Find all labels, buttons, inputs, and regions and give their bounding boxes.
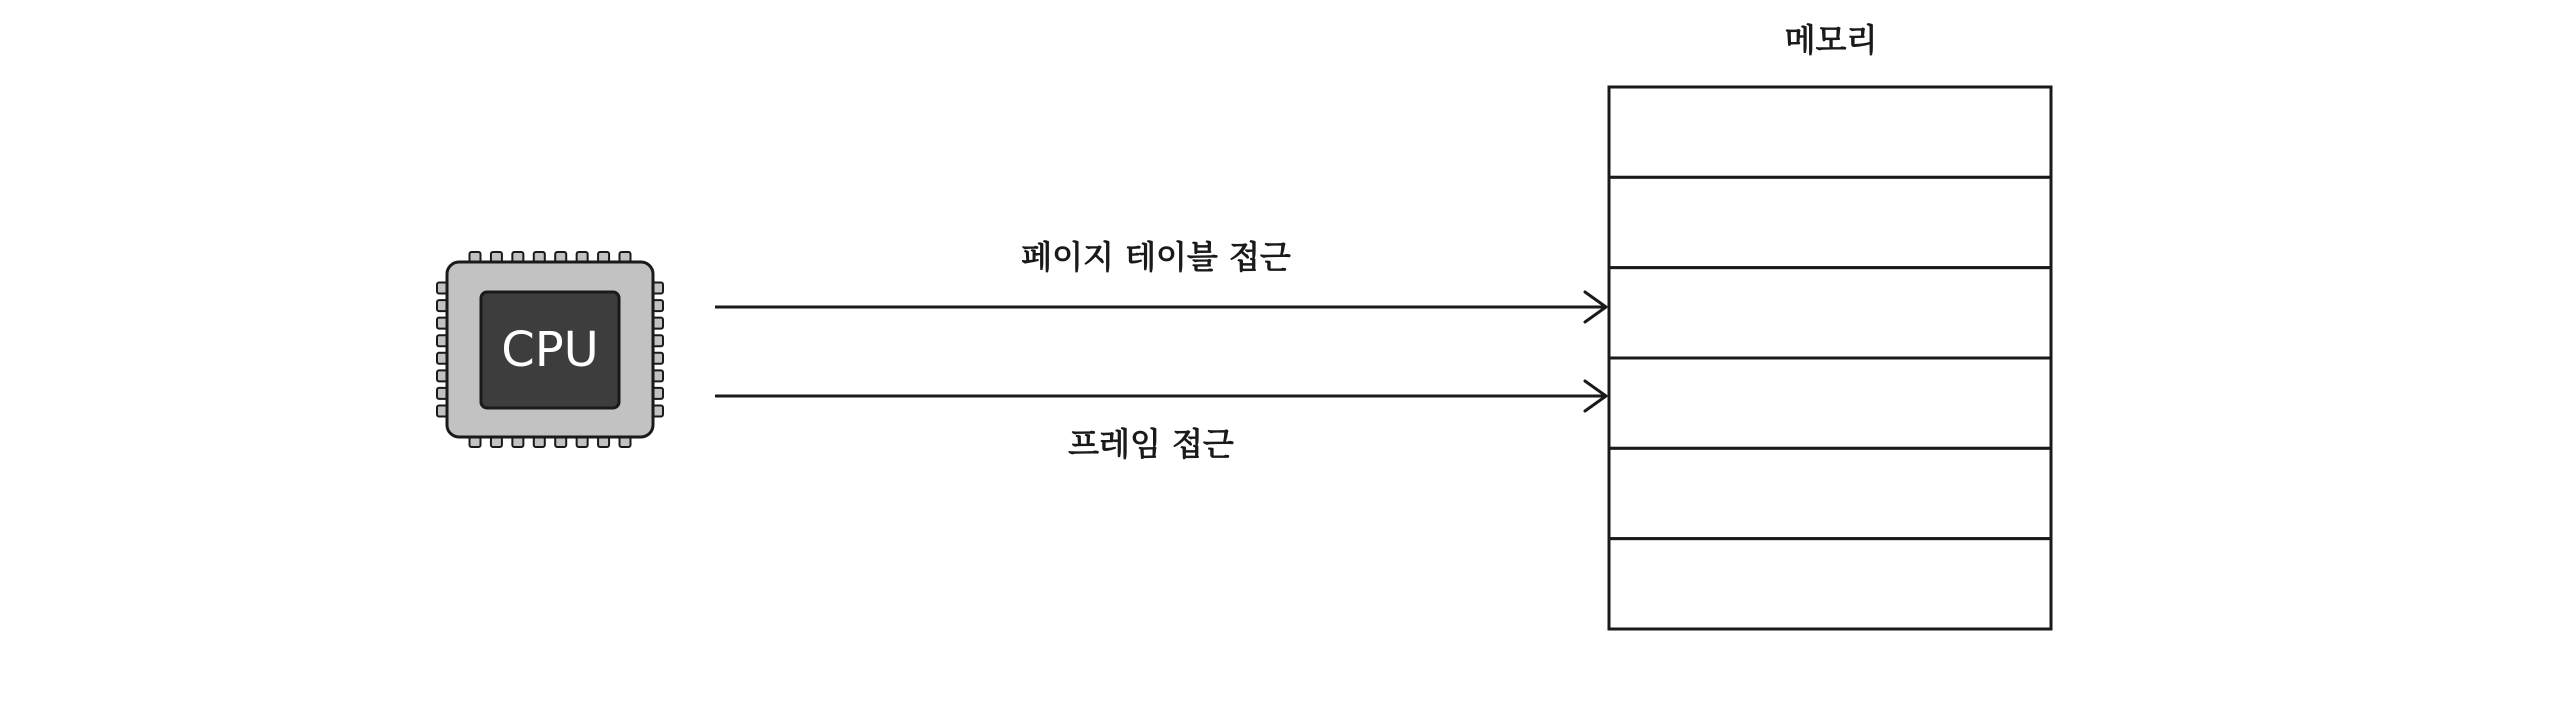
cpu-label: CPU [501,322,599,378]
memory-row [1609,268,2051,358]
arrow-frame-access [715,381,1606,463]
memory-title: 메모리 [1784,21,1878,59]
memory-row [1609,539,2051,629]
memory-rows [1609,87,2051,629]
memory-row [1609,87,2051,177]
memory-row [1609,448,2051,538]
memory-row [1609,358,2051,448]
arrow-label-page-table-access: 페이지 테이블 접근 [1021,238,1291,276]
arrow-label-frame-access: 프레임 접근 [1068,425,1234,463]
arrow-page-table-access [715,238,1606,322]
memory-block [1609,21,2051,629]
memory-row [1609,177,2051,267]
cpu-chip [437,252,663,447]
